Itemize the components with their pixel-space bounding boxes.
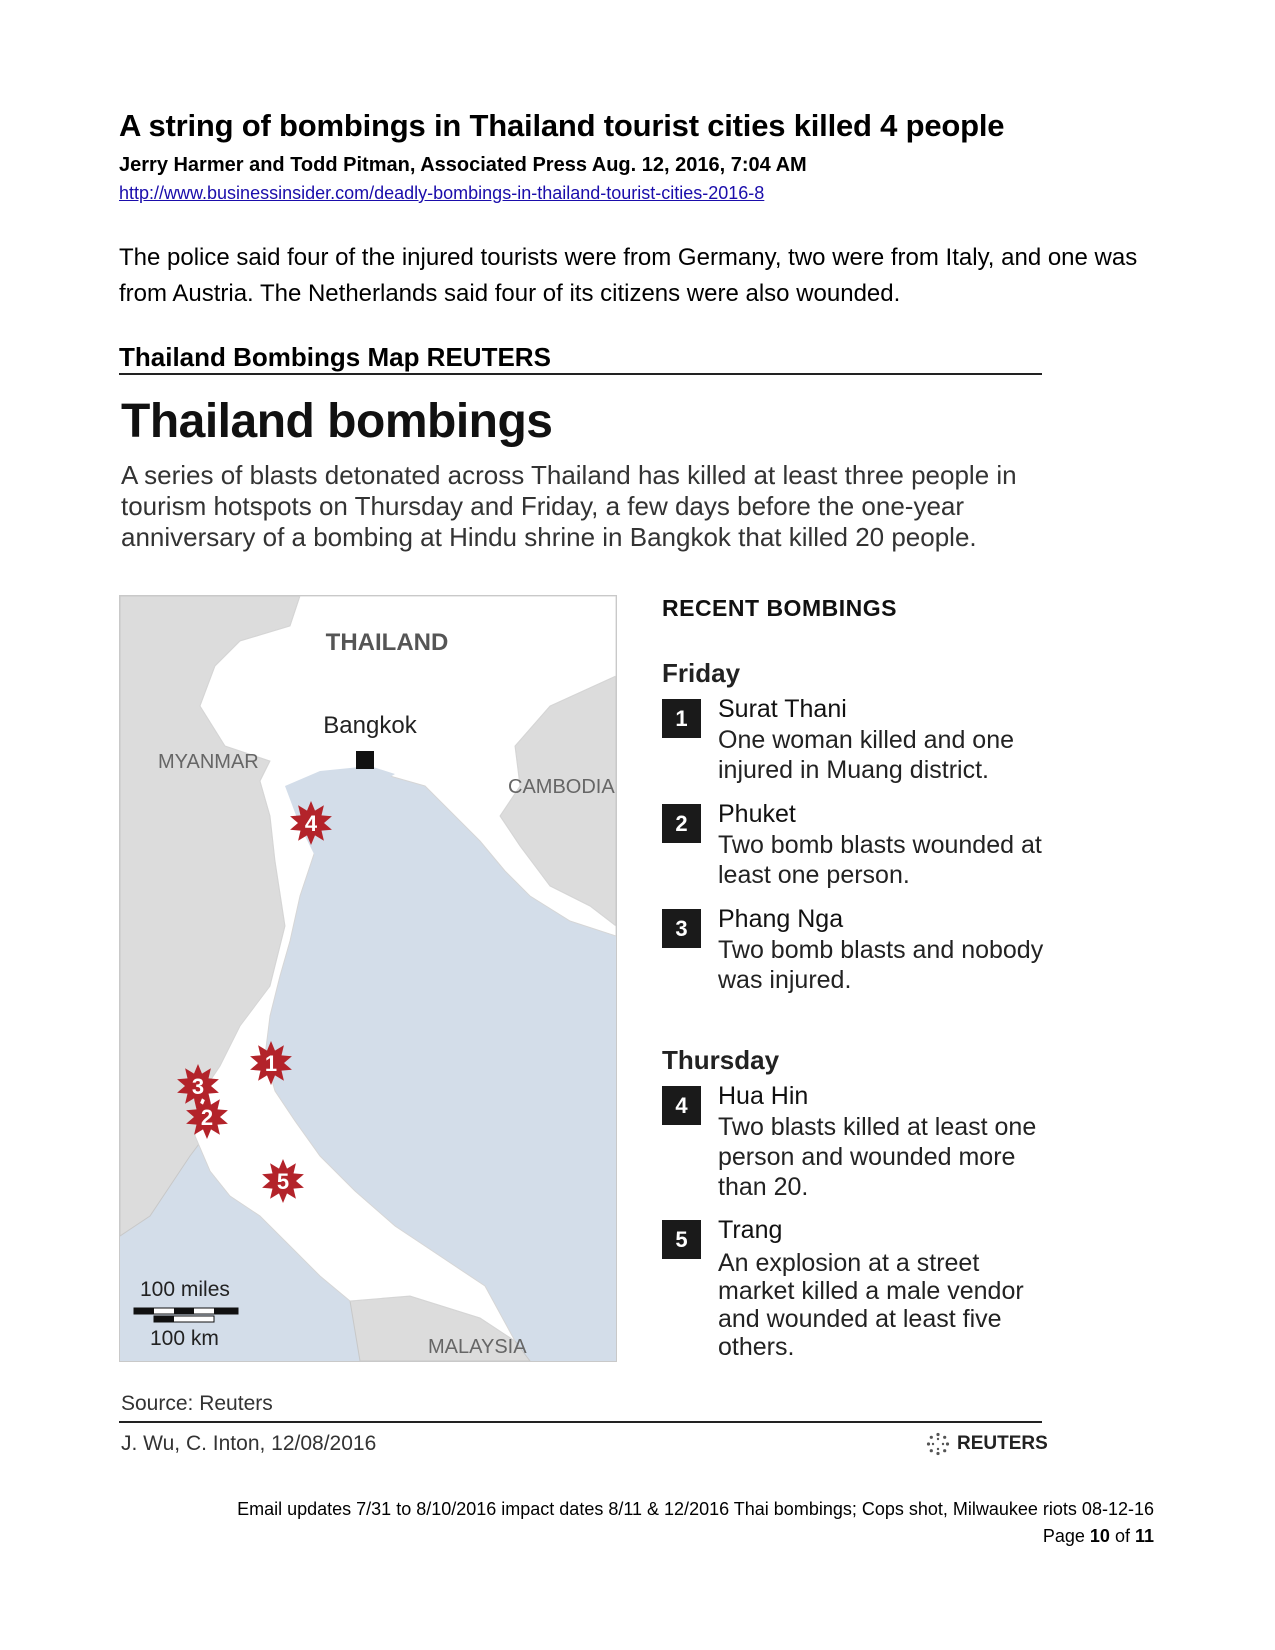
bombing-number-badge: 2 xyxy=(662,804,701,843)
graphic-source: Source: Reuters xyxy=(121,1392,273,1415)
bombing-description: An explosion at a street market killed a male vendor and wounded at least five others. xyxy=(718,1249,1024,1361)
graphic-bottom-rule xyxy=(119,1421,1042,1423)
thailand-map xyxy=(119,595,617,1362)
map-section-heading: Thailand Bombings Map REUTERS xyxy=(119,342,551,372)
bombing-number-badge: 3 xyxy=(662,909,701,948)
graphic-credit: J. Wu, C. Inton, 12/08/2016 xyxy=(121,1432,377,1455)
blast-marker-label-3: 3 xyxy=(191,1074,205,1099)
article-link[interactable]: http://www.businessinsider.com/deadly-bombings-in-thailand-tourist-cities-2016-8 xyxy=(119,183,765,203)
scale-label-miles: 100 miles xyxy=(140,1278,230,1301)
bombing-number-badge: 1 xyxy=(662,699,701,738)
bombing-description: Two bomb blasts and nobody was injured. xyxy=(718,936,1044,994)
map-label-bangkok: Bangkok xyxy=(323,712,417,739)
bombing-place: Hua Hin xyxy=(718,1082,809,1110)
bombing-place: Phang Nga xyxy=(718,905,844,933)
article-headline: A string of bombings in Thailand tourist cities killed 4 people xyxy=(119,108,1005,143)
reuters-logo-text: REUTERS xyxy=(957,1433,1048,1454)
bombing-place: Phuket xyxy=(718,800,796,828)
bombing-place: Trang xyxy=(718,1216,783,1244)
graphic-deck: A series of blasts detonated across Thailand has killed at least three people in tourism hotspots on Thursday and Friday, a few days before the one-year anniversary of a bombing at Hindu shrine in Bangkok that killed 20 people. xyxy=(121,460,1017,552)
footer-note: Email updates 7/31 to 8/10/2016 impact dates 8/11 & 12/2016 Thai bombings; Cops shot, Milwaukee riots 08-12-16 xyxy=(237,1499,1154,1519)
day-heading-thursday: Thursday xyxy=(662,1045,780,1075)
map-label-malaysia: MALAYSIA xyxy=(428,1336,527,1358)
blast-marker-label-1: 1 xyxy=(264,1051,278,1076)
page-footer xyxy=(237,1496,1154,1550)
recent-bombings-title: RECENT BOMBINGS xyxy=(662,595,897,621)
bombing-entry-4 xyxy=(662,1082,1042,1202)
article-byline: Jerry Harmer and Todd Pitman, Associated Press Aug. 12, 2016, 7:04 AM xyxy=(119,154,807,176)
bombing-number-badge: 4 xyxy=(662,1086,701,1125)
section-divider xyxy=(119,373,1042,375)
bangkok-marker xyxy=(356,751,374,769)
bombing-description: Two blasts killed at least one person and wounded more than 20. xyxy=(718,1113,1037,1201)
bombing-number-badge: 5 xyxy=(662,1220,701,1259)
reuters-logo xyxy=(926,1431,1046,1459)
article-paragraph: The police said four of the injured tourists were from Germany, two were from Italy, and one was from Austria. The Netherlands said four of its citizens were also wounded. xyxy=(119,244,1138,307)
reuters-dots-icon xyxy=(926,1432,950,1456)
blast-marker-label-4: 4 xyxy=(304,811,318,836)
scale-label-km: 100 km xyxy=(150,1327,219,1350)
bombing-entry-2 xyxy=(662,800,1042,890)
bombing-description: Two bomb blasts wounded at least one person. xyxy=(718,831,1042,889)
map-label-myanmar: MYANMAR xyxy=(158,751,259,773)
bombing-place: Surat Thani xyxy=(718,695,847,723)
bombing-description: One woman killed and one injured in Muang district. xyxy=(718,726,1015,784)
day-heading-friday: Friday xyxy=(662,658,741,688)
map-label-thailand: THAILAND xyxy=(325,629,449,656)
bombing-entry-1 xyxy=(662,695,1042,785)
graphic-title: Thailand bombings xyxy=(121,395,553,448)
bombing-entry-3 xyxy=(662,905,1042,995)
bombing-entry-5 xyxy=(662,1216,1042,1361)
blast-marker-label-2: 2 xyxy=(200,1105,214,1130)
map-label-cambodia: CAMBODIA xyxy=(508,776,615,798)
page-number: Page 10 of 11 xyxy=(1042,1526,1154,1546)
blast-marker-label-5: 5 xyxy=(276,1169,290,1194)
